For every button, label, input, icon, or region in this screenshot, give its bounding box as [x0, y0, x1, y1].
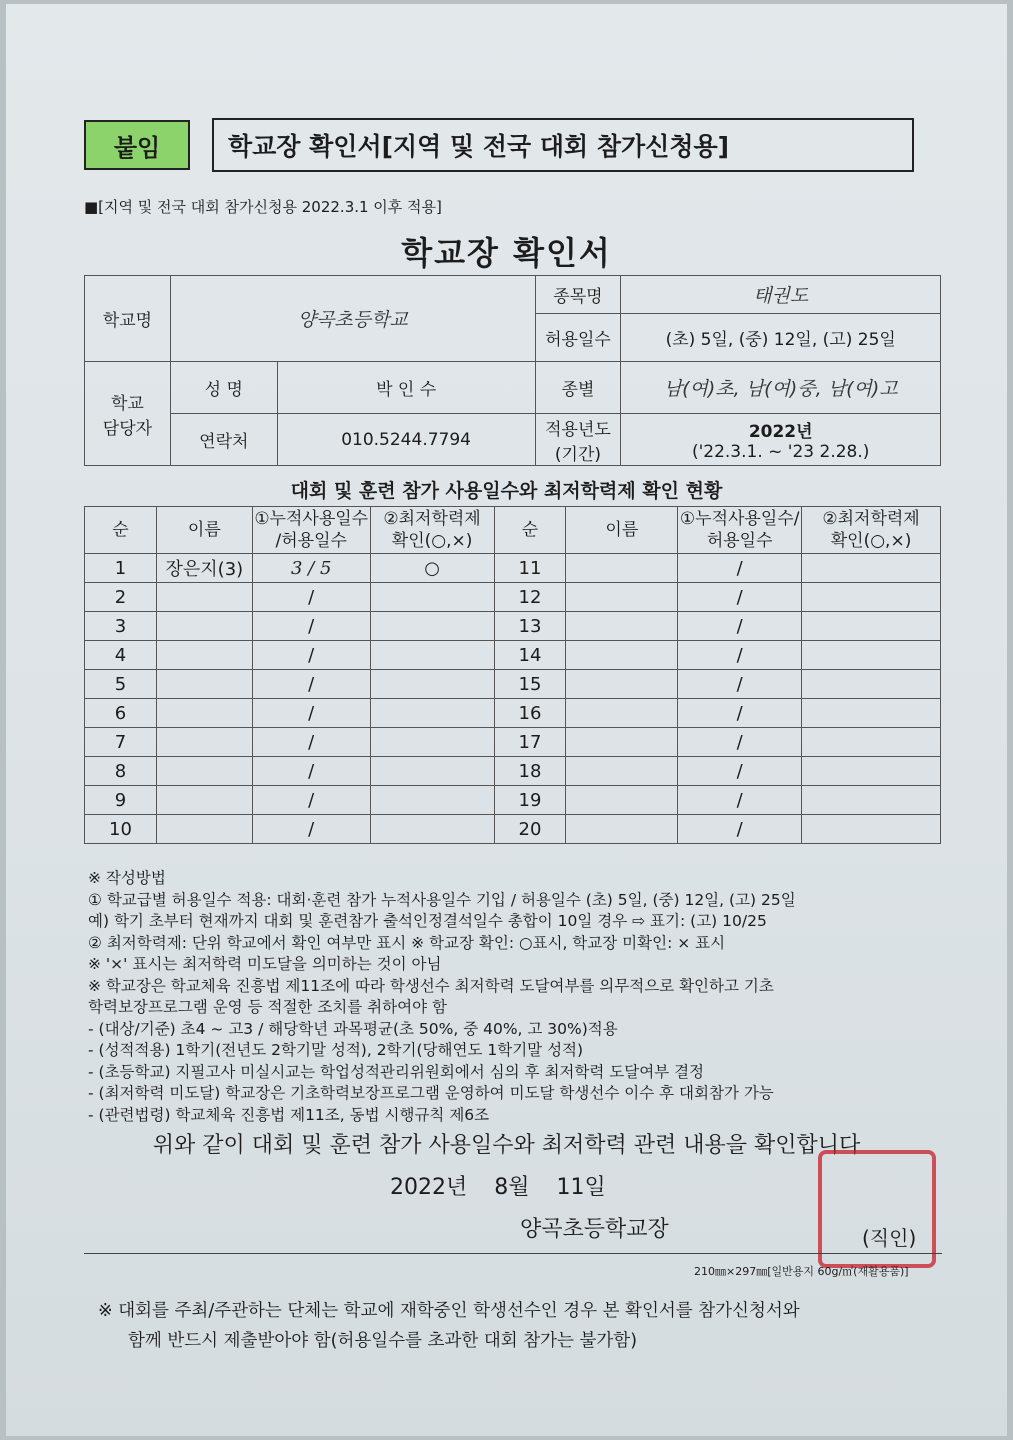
row-name — [156, 815, 252, 844]
row-no: 5 — [85, 670, 157, 699]
sport-label: 종목명 — [535, 276, 621, 314]
row-days: / — [252, 699, 370, 728]
table-row — [85, 554, 941, 583]
row-slash: / — [308, 557, 315, 579]
applicability-note: ■[지역 및 전국 대회 참가신청용 2022.3.1 이후 적용] — [84, 198, 442, 216]
row-days: / — [678, 670, 802, 699]
row-no: 19 — [494, 786, 566, 815]
instructions — [88, 868, 948, 1126]
signature-date — [390, 1170, 626, 1201]
table-row — [85, 786, 941, 815]
row-check — [370, 583, 494, 612]
row-name — [156, 670, 252, 699]
row-name — [156, 786, 252, 815]
year-value: 2022년 — [748, 422, 813, 442]
col-min-line1: ②최저학력제 — [383, 509, 481, 529]
row-check: ○ — [370, 554, 494, 583]
sport-value: 태권도 — [621, 276, 941, 314]
manager-label — [85, 362, 171, 466]
table-row — [85, 612, 941, 641]
row-no: 1 — [85, 554, 157, 583]
principal-name: 양곡초등학교장 — [520, 1217, 669, 1242]
row-no: 16 — [494, 699, 566, 728]
gender-value: 남(여)초, 남(여)중, 남(여)고 — [621, 362, 941, 414]
year-label-line2: (기간) — [554, 444, 601, 465]
contact-value: 010.5244.7794 — [277, 414, 535, 466]
date-day: 11일 — [556, 1175, 606, 1200]
gender-label: 종별 — [535, 362, 621, 414]
row-allowed-days: 5 — [319, 557, 332, 579]
note-line: - (최저학력 미도달) 학교장은 기초학력보장프로그램 운영하여 미도달 학생선수 이수 후 대회참가 가능 — [88, 1084, 774, 1102]
row-name — [566, 670, 678, 699]
note-line: ② 최저학력제: 단위 학교에서 확인 여부만 표시 ※ 학교장 확인: ○표시, 학교장 미확인: × 표시 — [88, 933, 726, 952]
note-line: - (대상/기준) 초4 ~ 고3 / 해당학년 과목평균(초 50%, 중 40%, 고 30%)적용 — [88, 1019, 618, 1038]
note-line: ※ 작성방법 — [88, 869, 166, 887]
name-label: 성 명 — [170, 362, 277, 414]
col-min-right-line1: ②최저학력제 — [822, 509, 920, 529]
row-used-days: 3 — [290, 557, 303, 579]
row-days: / — [678, 612, 802, 641]
year-value-cell — [621, 414, 941, 466]
col-min-right-line2: 확인(○,×) — [830, 531, 912, 551]
row-no: 20 — [494, 815, 566, 844]
col-min-right — [802, 507, 941, 554]
row-no: 18 — [494, 757, 566, 786]
row-name — [566, 728, 678, 757]
row-name — [156, 583, 252, 612]
school-label: 학교명 — [85, 276, 171, 362]
row-days: / — [252, 641, 370, 670]
year-label — [535, 414, 621, 466]
row-check — [802, 641, 941, 670]
row-days: / — [678, 728, 802, 757]
row-days: / — [252, 670, 370, 699]
row-days: / — [252, 583, 370, 612]
paper-spec: 210㎜×297㎜[일반용지 60g/㎡(재활용품)] — [694, 1265, 909, 1278]
col-name-right: 이름 — [566, 507, 678, 554]
seal-label: (직인) — [862, 1226, 917, 1250]
row-no: 8 — [85, 757, 157, 786]
col-days-right-line1: ①누적사용일수/ — [679, 509, 800, 529]
manager-label-line2: 담당자 — [102, 418, 153, 439]
row-check — [370, 641, 494, 670]
row-check — [370, 728, 494, 757]
col-no-right: 순 — [494, 507, 566, 554]
note-line: ※ '×' 표시는 최저학력 미도달을 의미하는 것이 아님 — [88, 955, 442, 973]
row-no: 14 — [494, 641, 566, 670]
row-days: / — [678, 554, 802, 583]
allowed-days-label: 허용일수 — [535, 314, 621, 362]
row-name — [156, 728, 252, 757]
row-name — [156, 612, 252, 641]
table-row — [85, 815, 941, 844]
row-check — [370, 786, 494, 815]
row-check — [802, 554, 941, 583]
row-name — [566, 815, 678, 844]
contact-label: 연락처 — [170, 414, 277, 466]
row-check — [370, 815, 494, 844]
name-value: 박 인 수 — [277, 362, 535, 414]
manager-label-line1: 학교 — [111, 393, 144, 414]
row-days: / — [252, 728, 370, 757]
row-days: / — [252, 786, 370, 815]
note-line: - (초등학교) 지필고사 미실시교는 학업성적관리위원회에서 심의 후 최저학력 도달여부 결정 — [88, 1062, 705, 1081]
info-table — [84, 275, 941, 466]
row-no: 11 — [494, 554, 566, 583]
row-check — [370, 612, 494, 641]
row-check — [802, 728, 941, 757]
row-no: 15 — [494, 670, 566, 699]
row-check — [802, 670, 941, 699]
row-days: / — [678, 786, 802, 815]
table-row — [85, 728, 941, 757]
row-days: / — [678, 699, 802, 728]
note-line: - (관련법령) 학교체육 진흥법 제11조, 동법 시행규칙 제6조 — [88, 1105, 490, 1124]
col-days-line1: ①누적사용일수 — [254, 509, 369, 529]
date-year: 2022년 — [390, 1175, 468, 1200]
header-title: 학교장 확인서[지역 및 전국 대회 참가신청용] — [212, 118, 914, 172]
row-no: 9 — [85, 786, 157, 815]
row-check — [370, 699, 494, 728]
confirmation-statement: 위와 같이 대회 및 훈련 참가 사용일수와 최저학력 관련 내용을 확인합니다 — [152, 1133, 861, 1158]
row-name — [566, 612, 678, 641]
allowed-days-value: (초) 5일, (중) 12일, (고) 25일 — [621, 314, 941, 362]
table-row — [85, 670, 941, 699]
row-days: / — [252, 815, 370, 844]
date-month: 8월 — [494, 1175, 530, 1200]
row-name — [566, 583, 678, 612]
row-no: 17 — [494, 728, 566, 757]
divider — [84, 1253, 942, 1254]
row-no: 4 — [85, 641, 157, 670]
document-title: 학교장 확인서 — [401, 234, 612, 272]
row-name — [566, 757, 678, 786]
usage-table — [84, 506, 941, 844]
row-name: 장은지(3) — [156, 554, 252, 583]
row-name — [566, 554, 678, 583]
row-check — [802, 699, 941, 728]
col-days — [252, 507, 370, 554]
note-line: - (성적적용) 1학기(전년도 2학기말 성적), 2학기(당해연도 1학기말 성적) — [88, 1041, 584, 1059]
row-days: / — [252, 757, 370, 786]
row-name — [566, 699, 678, 728]
table-row — [85, 583, 941, 612]
footnote — [98, 1296, 800, 1356]
row-days: / — [678, 757, 802, 786]
footnote-line2: 함께 반드시 제출받아야 함(허용일수를 초과한 대회 참가는 불가함) — [128, 1331, 638, 1351]
year-label-line1: 적용년도 — [545, 419, 611, 440]
row-check — [802, 583, 941, 612]
row-name — [156, 757, 252, 786]
school-value: 양곡초등학교 — [170, 276, 535, 362]
row-check — [802, 757, 941, 786]
note-line: ※ 학교장은 학교체육 진흥법 제11조에 따라 학생선수 최저학력 도달여부를 의무적으로 확인하고 기초 — [88, 976, 774, 995]
col-min-line2: 확인(○,×) — [391, 531, 473, 551]
table-row — [85, 699, 941, 728]
row-days: / — [678, 641, 802, 670]
row-days: / — [252, 612, 370, 641]
table-row — [85, 641, 941, 670]
note-line: 예) 학기 초부터 현재까지 대회 및 훈련참가 출석인정결석일수 총합이 10일 경우 ⇨ 표기: (고) 10/25 — [88, 912, 767, 930]
attachment-tag: 붙임 — [84, 120, 190, 170]
row-no: 7 — [85, 728, 157, 757]
note-line: ① 학교급별 허용일수 적용: 대회·훈련 참가 누적사용일수 기입 / 허용일수 (초) 5일, (중) 12일, (고) 25일 — [88, 890, 796, 909]
row-no: 10 — [85, 815, 157, 844]
note-line: 학력보장프로그램 운영 등 적절한 조치를 취하여야 함 — [88, 998, 447, 1016]
col-days-right-line2: 허용일수 — [706, 531, 773, 551]
col-min — [370, 507, 494, 554]
table-header-row — [85, 507, 941, 554]
year-period: ('22.3.1. ~ '23 2.28.) — [691, 442, 870, 462]
row-check — [370, 757, 494, 786]
row-name — [566, 641, 678, 670]
col-no: 순 — [85, 507, 157, 554]
row-name — [156, 699, 252, 728]
row-no: 13 — [494, 612, 566, 641]
row-check — [370, 670, 494, 699]
row-no: 3 — [85, 612, 157, 641]
row-days: / — [678, 815, 802, 844]
footnote-line1: ※ 대회를 주최/주관하는 단체는 학교에 재학중인 학생선수인 경우 본 확인서를 참가신청서와 — [98, 1301, 800, 1321]
row-check — [802, 612, 941, 641]
table-row — [85, 757, 941, 786]
row-no: 6 — [85, 699, 157, 728]
row-days — [252, 554, 370, 583]
row-check — [802, 786, 941, 815]
row-days: / — [678, 583, 802, 612]
row-no: 2 — [85, 583, 157, 612]
row-no: 12 — [494, 583, 566, 612]
col-days-line2: /허용일수 — [275, 531, 347, 551]
row-name — [156, 641, 252, 670]
section-title: 대회 및 훈련 참가 사용일수와 최저학력제 확인 현황 — [290, 480, 723, 502]
row-name — [566, 786, 678, 815]
col-name: 이름 — [156, 507, 252, 554]
col-days-right — [678, 507, 802, 554]
row-check — [802, 815, 941, 844]
